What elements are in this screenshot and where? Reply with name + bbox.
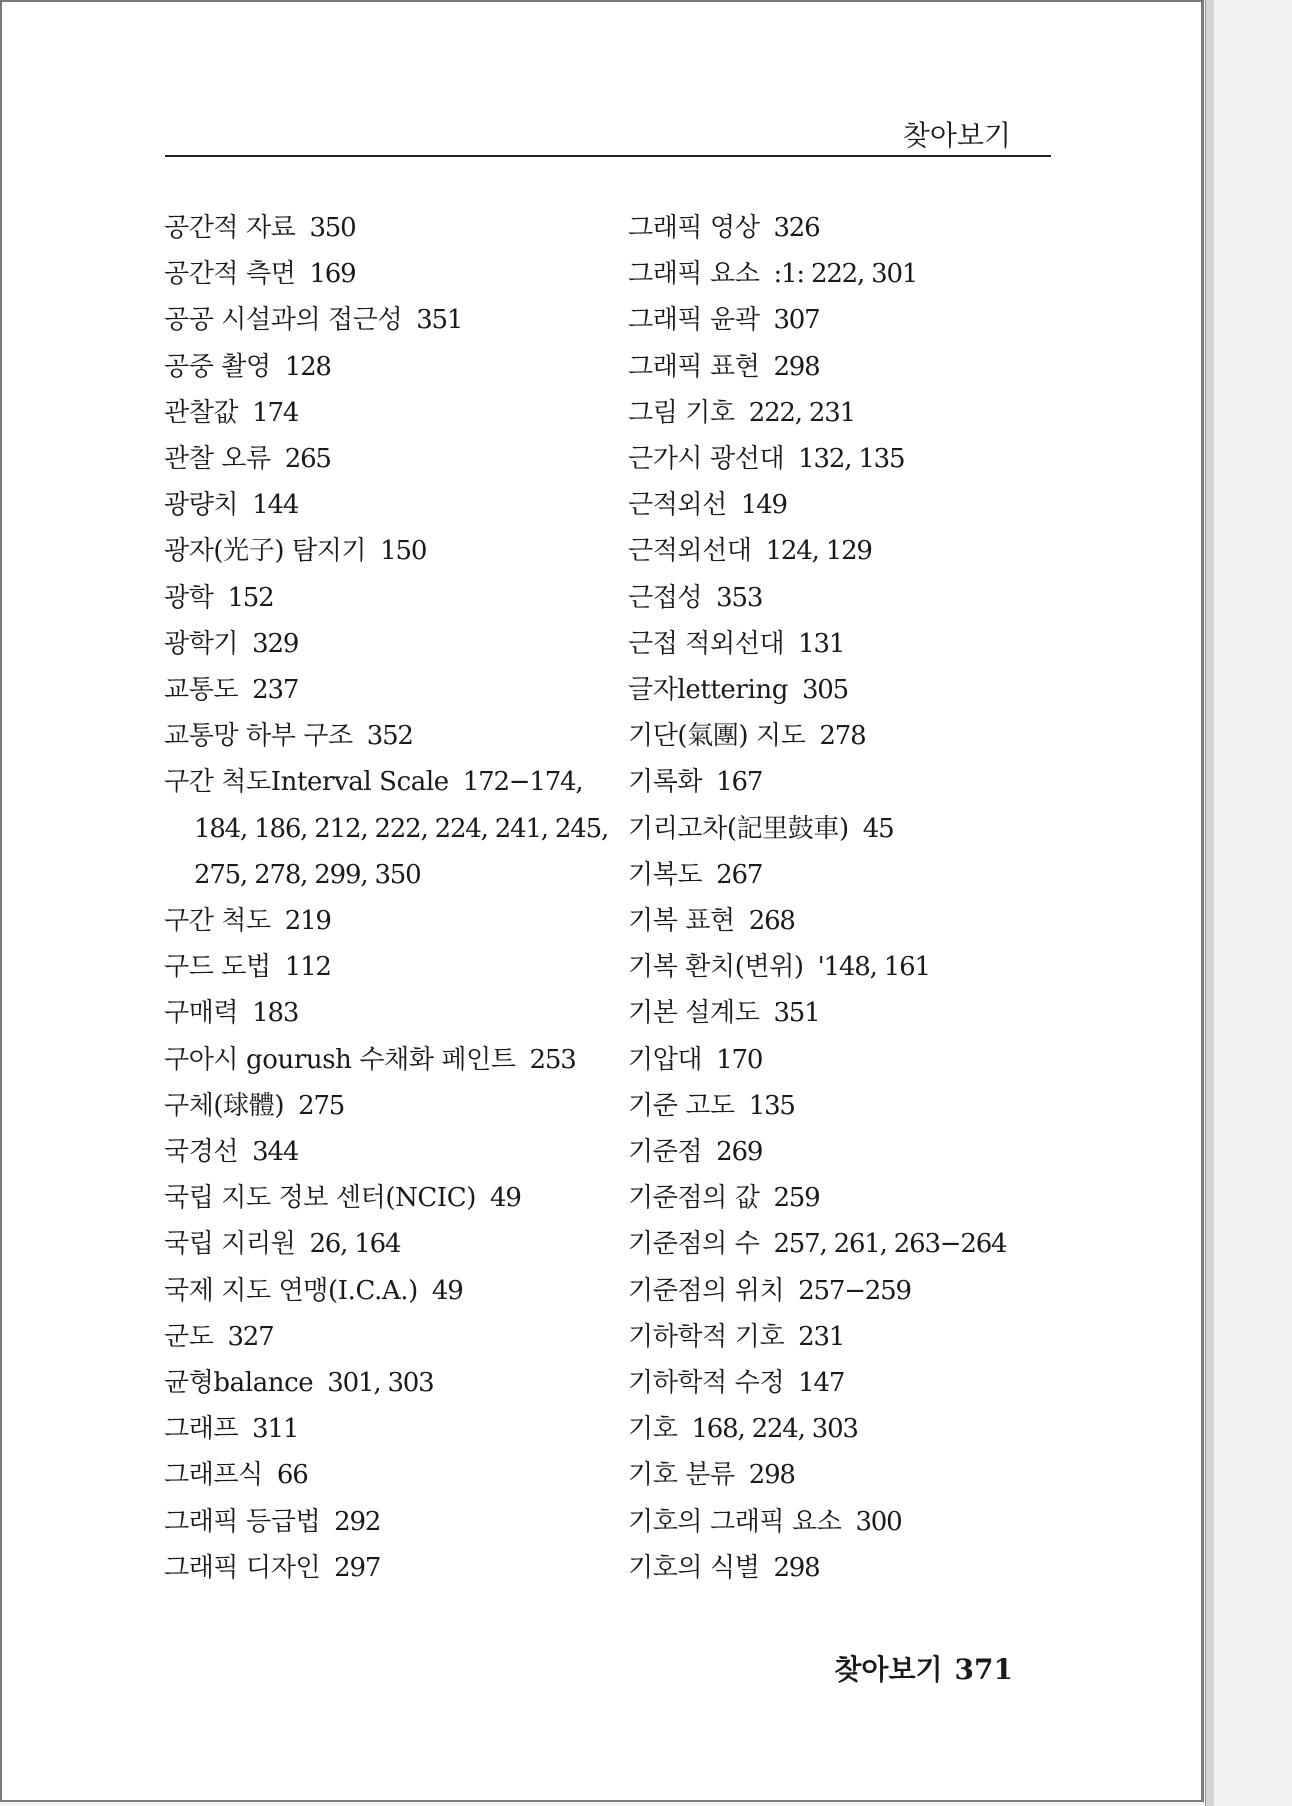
index-entry <box>164 1268 604 1314</box>
index-term: 기단(氣團) 지도 <box>628 721 806 752</box>
index-page-refs: 326 <box>773 213 820 243</box>
index-page-refs: 257, 261, 263−264 <box>773 1229 1007 1260</box>
index-term: 공간적 측면 <box>164 259 296 290</box>
index-entry <box>164 713 604 759</box>
index-page-refs: 147 <box>798 1368 845 1399</box>
index-page-refs: 169 <box>309 259 356 290</box>
index-entry <box>164 1314 604 1360</box>
index-page-refs: 112 <box>284 952 331 983</box>
index-entry <box>164 1083 604 1129</box>
running-head-title: 찾아보기 <box>902 119 1011 152</box>
index-entry <box>628 528 1068 574</box>
index-term: 광량치 <box>164 490 239 521</box>
index-term: 그래픽 윤곽 <box>628 305 760 336</box>
index-page-refs: 131 <box>798 628 845 659</box>
index-term: 국립 지도 정보 센터(NCIC) <box>164 1183 477 1214</box>
index-entry <box>164 1452 604 1498</box>
index-page-refs: 292 <box>334 1506 381 1537</box>
index-term: 구아시 gourush 수채화 페인트 <box>164 1044 516 1075</box>
index-term: 군도 <box>164 1321 214 1352</box>
index-entry <box>628 436 1068 482</box>
index-entry <box>628 1037 1068 1083</box>
index-entry <box>628 713 1068 759</box>
index-page-refs-continued: 275, 278, 299, 350 <box>194 859 421 890</box>
index-term: 글자lettering <box>628 675 788 706</box>
index-term: 그림 기호 <box>628 397 735 428</box>
header-rule <box>165 155 1051 157</box>
index-page-refs: 327 <box>227 1321 274 1352</box>
index-page-refs: 267 <box>716 859 763 890</box>
index-term: 기호 분류 <box>628 1460 735 1491</box>
index-entry <box>628 1129 1068 1175</box>
index-page-refs: 298 <box>773 1552 820 1583</box>
index-page-refs: :1: 222, 301 <box>773 259 918 290</box>
index-page-refs: 45 <box>862 813 894 844</box>
index-page-refs: 275 <box>298 1090 345 1121</box>
index-entry <box>164 1175 604 1221</box>
index-page-refs: 298 <box>773 351 820 382</box>
index-page-refs: 49 <box>431 1275 463 1306</box>
index-entry <box>628 1452 1068 1498</box>
index-term: 근적외선 <box>628 490 727 521</box>
index-page-refs: 124, 129 <box>765 536 872 567</box>
index-entry <box>628 1083 1068 1129</box>
index-page-refs: 278 <box>819 721 866 752</box>
index-page-refs: 298 <box>748 1460 795 1491</box>
index-term: 공공 시설과의 접근성 <box>164 305 403 336</box>
page-edge <box>1205 0 1214 1806</box>
index-entry <box>628 852 1068 898</box>
index-page-refs: 149 <box>740 490 787 521</box>
index-page-refs: 132, 135 <box>798 444 905 475</box>
index-entry <box>628 1221 1068 1267</box>
index-page-refs: 351 <box>416 305 463 336</box>
index-entry <box>164 621 604 667</box>
index-term: 구드 도법 <box>164 952 271 983</box>
index-term: 기복 환치(변위) <box>628 952 804 983</box>
index-term: 기호 <box>628 1414 678 1445</box>
index-entry <box>164 898 604 944</box>
index-page-refs: 183 <box>252 998 299 1029</box>
index-entry <box>628 944 1068 990</box>
index-page-refs: 297 <box>334 1552 381 1583</box>
index-term: 기하학적 수정 <box>628 1368 785 1399</box>
index-entry <box>164 436 604 482</box>
index-entry <box>628 990 1068 1036</box>
index-term: 광학 <box>164 582 214 613</box>
index-page-refs: 144 <box>252 490 299 521</box>
index-page-refs: 344 <box>252 1137 299 1168</box>
index-entry <box>628 1175 1068 1221</box>
index-page-refs: 128 <box>284 351 331 382</box>
index-entry <box>164 528 604 574</box>
index-entry <box>628 1499 1068 1545</box>
index-page-refs: 152 <box>227 582 274 613</box>
index-entry <box>164 344 604 390</box>
index-page-refs: 172−174, <box>462 767 583 798</box>
index-entry <box>164 1360 604 1406</box>
index-entry <box>164 990 604 1036</box>
index-page-refs: '148, 161 <box>817 952 930 983</box>
index-term: 근접성 <box>628 582 703 613</box>
index-entry <box>164 1037 604 1083</box>
index-entry <box>164 251 604 297</box>
index-term: 기리고차(記里鼓車) <box>628 813 849 844</box>
index-page-refs: 301, 303 <box>327 1368 434 1399</box>
index-entry <box>628 1268 1068 1314</box>
index-page-refs: 350 <box>309 213 356 243</box>
index-page-refs: 174 <box>252 397 299 428</box>
index-term: 그래프 <box>164 1414 239 1445</box>
index-entry <box>628 1406 1068 1452</box>
index-term: 그래픽 요소 <box>628 259 760 290</box>
index-page-refs: 352 <box>366 721 413 752</box>
index-page-refs: 237 <box>252 675 299 706</box>
index-term: 기준 고도 <box>628 1090 735 1121</box>
index-page-refs: 265 <box>284 444 331 475</box>
index-entry <box>164 1129 604 1175</box>
index-entry <box>628 1314 1068 1360</box>
index-entry <box>628 1360 1068 1406</box>
index-entry <box>164 759 609 898</box>
index-page-refs: 66 <box>276 1460 308 1491</box>
index-page-refs: 170 <box>716 1044 763 1075</box>
index-term: 기록화 <box>628 767 703 798</box>
index-term: 기복도 <box>628 859 703 890</box>
index-page-refs: 353 <box>716 582 763 613</box>
index-page-refs: 222, 231 <box>748 397 855 428</box>
index-entry <box>628 205 1068 251</box>
index-page-refs: 351 <box>773 998 820 1029</box>
index-entry <box>164 297 604 343</box>
index-term: 관찰값 <box>164 397 239 428</box>
index-entry <box>164 390 604 436</box>
page-footer <box>834 1648 1013 1688</box>
index-term: 국경선 <box>164 1137 239 1168</box>
index-term: 근적외선대 <box>628 536 752 567</box>
index-term: 근접 적외선대 <box>628 628 785 659</box>
index-term: 기준점의 위치 <box>628 1275 785 1306</box>
index-term: 그래프식 <box>164 1460 263 1491</box>
index-term: 기준점의 수 <box>628 1229 760 1260</box>
index-entry <box>164 944 604 990</box>
index-page-refs: 311 <box>252 1414 299 1445</box>
index-entry <box>628 390 1068 436</box>
index-term: 근가시 광선대 <box>628 444 785 475</box>
index-entry <box>164 667 604 713</box>
index-entry <box>628 667 1068 713</box>
index-term: 교통망 하부 구조 <box>164 721 353 752</box>
index-term: 기준점 <box>628 1137 703 1168</box>
index-term: 기복 표현 <box>628 906 735 937</box>
index-page-refs: 269 <box>716 1137 763 1168</box>
index-entry <box>628 575 1068 621</box>
index-entry <box>628 898 1068 944</box>
index-term: 구간 척도Interval Scale <box>164 767 449 798</box>
index-page-refs: 300 <box>855 1506 902 1537</box>
index-term: 균형balance <box>164 1368 314 1399</box>
index-page-refs: 49 <box>490 1183 521 1214</box>
index-entry <box>628 297 1068 343</box>
index-term: 구간 척도 <box>164 906 271 937</box>
index-term: 관찰 오류 <box>164 444 271 475</box>
index-page-refs: 257−259 <box>798 1275 911 1306</box>
index-term: 기호의 식별 <box>628 1552 760 1583</box>
index-term: 교통도 <box>164 675 239 706</box>
index-page-refs: 26, 164 <box>309 1229 401 1260</box>
index-term: 기준점의 값 <box>628 1183 760 1214</box>
index-entry <box>164 205 604 251</box>
index-term: 국제 지도 연맹(I.C.A.) <box>164 1275 418 1306</box>
index-term: 그래픽 표현 <box>628 351 760 382</box>
index-term: 국립 지리원 <box>164 1229 296 1260</box>
index-entry <box>628 1545 1068 1591</box>
index-page-refs: 307 <box>773 305 820 336</box>
index-page-refs-continued: 184, 186, 212, 222, 224, 241, 245, <box>194 813 609 844</box>
index-entry <box>164 1499 604 1545</box>
index-entry <box>628 806 1068 852</box>
index-entry <box>164 1545 604 1591</box>
index-page-refs: 219 <box>284 906 331 937</box>
index-term: 기하학적 기호 <box>628 1321 785 1352</box>
index-term: 그래픽 등급법 <box>164 1506 321 1537</box>
index-page-refs: 259 <box>773 1183 820 1214</box>
index-page-refs: 168, 224, 303 <box>691 1414 858 1445</box>
index-term: 공중 촬영 <box>164 351 271 382</box>
footer-section-label: 찾아보기 <box>834 1653 943 1686</box>
index-page-refs: 253 <box>529 1044 576 1075</box>
index-column-left <box>164 205 609 1591</box>
index-page-refs: 329 <box>252 628 299 659</box>
index-entry <box>164 1406 604 1452</box>
index-page-refs: 150 <box>380 536 427 567</box>
index-entry <box>164 482 604 528</box>
index-entry <box>628 482 1068 528</box>
index-entry <box>628 759 1068 805</box>
index-term: 기압대 <box>628 1044 703 1075</box>
index-entry <box>164 1221 604 1267</box>
index-term: 그래픽 디자인 <box>164 1552 321 1583</box>
index-page-refs: 231 <box>798 1321 845 1352</box>
index-term: 구매력 <box>164 998 239 1029</box>
index-entry <box>628 621 1068 667</box>
index-term: 광자(光子) 탐지기 <box>164 536 367 567</box>
index-column-right <box>628 205 1068 1591</box>
index-term: 구체(球體) <box>164 1090 285 1121</box>
index-entry <box>164 575 604 621</box>
index-page-refs: 268 <box>748 906 795 937</box>
index-term: 광학기 <box>164 628 239 659</box>
index-page-refs: 305 <box>801 675 848 706</box>
index-term: 기본 설계도 <box>628 998 760 1029</box>
index-page-refs: 135 <box>748 1090 795 1121</box>
index-entry <box>628 344 1068 390</box>
index-term: 그래픽 영상 <box>628 213 760 243</box>
index-entry <box>628 251 1068 297</box>
index-term: 공간적 자료 <box>164 213 296 243</box>
index-page-refs: 167 <box>716 767 763 798</box>
index-term: 기호의 그래픽 요소 <box>628 1506 842 1537</box>
page-number: 371 <box>954 1653 1013 1686</box>
